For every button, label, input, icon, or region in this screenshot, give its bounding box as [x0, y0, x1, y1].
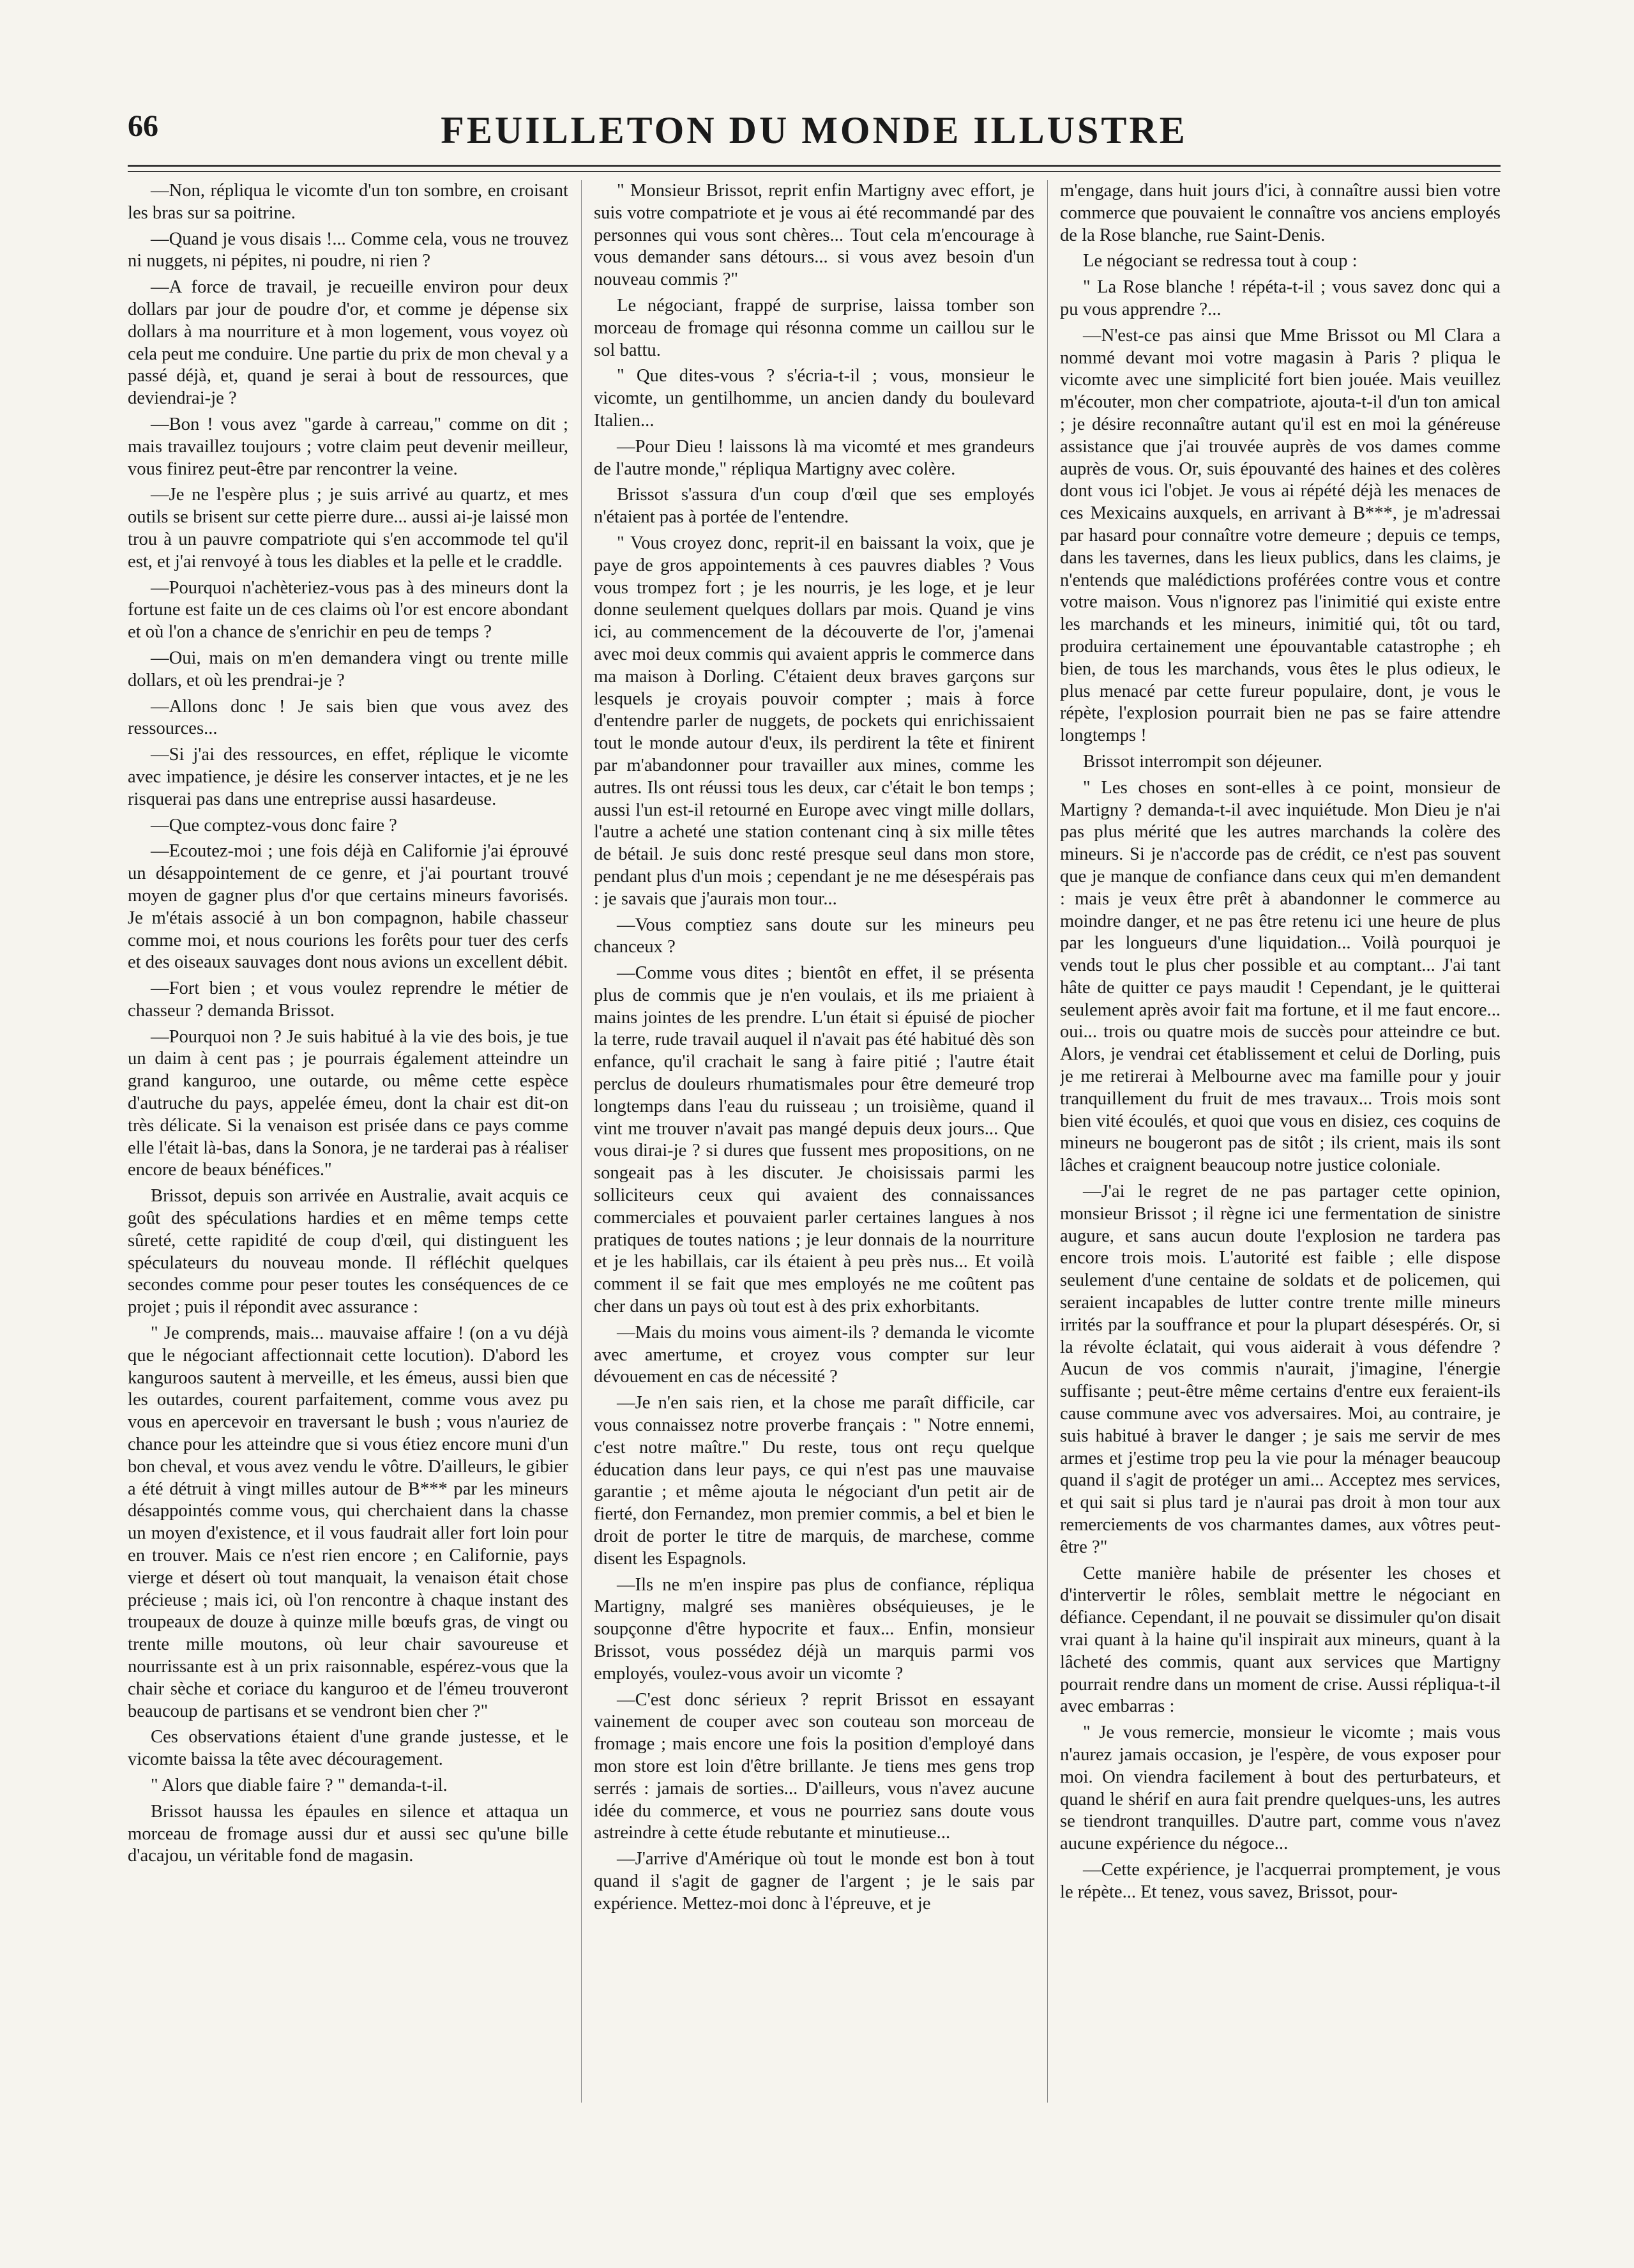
text-column-2 — [594, 180, 1034, 2096]
paragraph: —C'est donc sérieux ? reprit Brissot en essayant vainement de couper avec son couteau son morceau de fromage ; mais encore une fois la position d'employé dans mon store est loin d'être brillante. Je tiens mes gens trop serrés : jamais de sorties... D'ailleurs, vous n'avez aucune idée du commerce, et vous ne pourriez sans doute vous astreindre à cette étude rebutante et minutieuse... — [594, 1689, 1034, 1843]
paragraph: —Que comptez-vous donc faire ? — [151, 815, 397, 835]
paragraph: —J'ai le regret de ne pas partager cette opinion, monsieur Brissot ; il règne ici une fermentation de sinistre augure, et sans aucun doute l'explosion ne tardera pas encore trois mois. L'autorité est faible ; elle dispose seulement d'une centaine de soldats et de policemen, qui seraient incapables de lutter contre trente mille mineurs irrités par la souffrance et pour la plupart désespérés. Or, si la révolte éclatait, qui vous aiderait à vous défendre ? Aucun de vos commis n'aurait, j'imagine, l'énergie suffisante ; peut-être même certains d'entre eux feraient-ils cause commune avec vos adversaires. Moi, au contraire, je suis habitué à braver le danger ; je sais me servir de mes armes et j'estime trop peu la vie pour la ménager beaucoup quand il s'agit de protéger un ami... Acceptez mes services, et qui sait si plus tard je n'aurai pas droit à mon tour aux remerciements de vos charmantes dames, aux vôtres peut-être ?" — [1060, 1182, 1501, 1557]
text-column-1 — [128, 180, 568, 2096]
running-title: FEUILLETON DU MONDE ILLUSTRE — [441, 109, 1188, 151]
paragraph: " Que dites-vous ? s'écria-t-il ; vous, monsieur le vicomte, un gentilhomme, un ancien dandy du boulevard Italien... — [594, 366, 1034, 430]
paragraph: Brissot, depuis son arrivée en Australie, avait acquis ce goût des spéculations hardies et en même temps cette sûreté, cette rapidité de coup d'œil, qui distinguent les spéculateurs du nouveau monde. Il réfléchit quelques secondes comme pour peser toutes les conséquences de ce projet ; puis il répondit avec assurance : — [128, 1186, 568, 1318]
page-header — [128, 109, 1501, 172]
paragraph: —Je n'en sais rien, et la chose me paraît difficile, car vous connaissez notre proverbe français : " Notre ennemi, c'est notre maître." Du reste, tous ont reçu quelque éducation dans leur pays, ce qui n'est pas une mauvaise garantie ; et même ajouta le négociant d'un petit air de fierté, don Fernandez, mon premier commis, a bel et bien le droit de porter le titre de marquis, de marchese, comme disent les Espagnols. — [594, 1393, 1034, 1569]
paragraph: —Pour Dieu ! laissons là ma vicomté et mes grandeurs de l'autre monde," répliqua Martigny avec colère. — [594, 436, 1034, 479]
header-rule — [128, 165, 1501, 167]
paragraph: —Quand je vous disais !... Comme cela, vous ne trouvez ni nuggets, ni pépites, ni poudre, ni rien ? — [128, 229, 568, 271]
paragraph: Ces observations étaient d'une grande justesse, et le vicomte baissa la tête avec découragement. — [128, 1727, 568, 1770]
paragraph: —Pourquoi non ? Je suis habitué à la vie des bois, je tue un daim à cent pas ; je pourrais également atteindre un grand kanguroo, une outarde, ou même cette espèce d'autruche du pays, appelée émeu, dont la chair est dit-on très délicate. Si la venaison est prisée dans ce pays comme elle l'était là-bas, dans la Sonora, je ne tarderai pas à réaliser encore de beaux bénéfices." — [128, 1026, 568, 1180]
paragraph: Le négociant, frappé de surprise, laissa tomber son morceau de fromage qui résonna comme un caillou sur le sol battu. — [594, 295, 1034, 360]
paragraph: " Monsieur Brissot, reprit enfin Martigny avec effort, je suis votre compatriote et je vous ai été recommandé par des personnes qui vous sont chères... Tout cela m'encourage à vous demander sans détours... si vous avez besoin d'un nouveau commis ?" — [594, 181, 1034, 290]
paragraph: " Je vous remercie, monsieur le vicomte ; mais vous n'aurez jamais occasion, je l'espère, de vous exposer pour moi. On viendra facilement à bout des perturbateurs, et quand le shérif en aura fait prendre quelques-uns, les autres se tiendront tranquilles. D'autre part, comme vous n'avez aucune expérience du négoce... — [1060, 1723, 1501, 1854]
paragraph: —J'arrive d'Amérique où tout le monde est bon à tout quand il s'agit de gagner de l'argent ; je le sais par expérience. Mettez-moi donc à l'épreuve, et je — [594, 1849, 1034, 1914]
article-body — [128, 180, 1501, 2096]
paragraph: m'engage, dans huit jours d'ici, à connaître aussi bien votre commerce que pouvaient le connaître vos anciens employés de la Rose blanche, rue Saint-Denis. — [1060, 181, 1501, 245]
paragraph: —Fort bien ; et vous voulez reprendre le métier de chasseur ? demanda Brissot. — [128, 978, 568, 1021]
paragraph: Le négociant se redressa tout à coup : — [1083, 251, 1358, 271]
header-rule-thin — [128, 171, 1501, 172]
paragraph: —Je ne l'espère plus ; je suis arrivé au quartz, et mes outils se brisent sur cette pierre dure... aussi ai-je laissé mon trou à un pauvre compatriote qui s'en accommode tel qu'il est, et j'ai renvoyé à tous les diables et la pelle et le craddle. — [128, 485, 568, 572]
paragraph: —Non, répliqua le vicomte d'un ton sombre, en croisant les bras sur sa poitrine. — [128, 181, 568, 223]
paragraph: —Cette expérience, je l'acquerrai promptement, je vous le répète... Et tenez, vous savez, Brissot, pour- — [1060, 1859, 1501, 1902]
paragraph: Cette manière habile de présenter les choses et d'intervertir le rôles, semblait mettre le négociant en défiance. Cependant, il ne pouvait se dissimuler qu'on disait vrai quant à la haine qu'il inspirait aux mineurs, quant à la lâcheté des commis, quant aux services que Martigny pourrait rendre dans un moment de crise. Aussi répliqua-t-il avec embarras : — [1060, 1563, 1501, 1717]
paragraph: —Allons donc ! Je sais bien que vous avez des ressources... — [128, 696, 568, 739]
paragraph: —Mais du moins vous aiment-ils ? demanda le vicomte avec amertume, et croyez vous compter sur leur dévouement en cas de nécessité ? — [594, 1322, 1034, 1387]
paragraph: —Comme vous dites ; bientôt en effet, il se présenta plus de commis que je n'en voulais, et ils me priaient à mains jointes de les prendre. L'un était si épuisé de piocher la terre, rude travail auquel il n'avait pas été habitué dès son enfance, qu'il crachait le sang à faire pitié ; l'autre était perclus de douleurs rhumatismales pour être demeuré trop longtemps dans l'eau du ruisseau ; un troisième, quand il vint me trouver n'avait pas mangé depuis deux jours... Que vous dirai-je ? si dures que fussent mes propositions, on ne songeait pas à les discuter. Je choisissais parmi les solliciteurs ceux qui avaient des connaissances commerciales et pouvaient parler certaines langues à nos pratiques de toutes nations ; je leur donnais de la nourriture et je les habillais, car ils étaient à peu près nus... Et voilà comment il se fait que mes employés ne me coûtent pas cher dans un pays où tout est à des prix exhorbitants. — [594, 963, 1034, 1317]
paragraph: —Si j'ai des ressources, en effet, réplique le vicomte avec impatience, je désire les conserver intactes, et je ne les risquerai pas dans une entreprise aussi hasardeuse. — [128, 745, 568, 809]
paragraph: " Alors que diable faire ? " demanda-t-il. — [151, 1775, 448, 1795]
paragraph: —Ecoutez-moi ; une fois déjà en Californie j'ai éprouvé un désappointement de ce genre, et j'ai pourtant trouvé moyen de gagner plus d'or que certains mineurs favorisés. Je m'étais associé à un bon compagnon, habile chasseur comme moi, et nous courions les forêts pour tuer des cerfs et des oiseaux sauvages dont nous avions un excellent débit. — [128, 841, 568, 973]
paragraph: " Je comprends, mais... mauvaise affaire ! (on a vu déjà que le négociant affectionnait cette locution). D'abord les kanguroos sautent à merveille, et les émeus, aussi bien que les outardes, courent parfaitement, comme vous avez pu vous en apercevoir en traversant le bush ; vous n'auriez de chance pour les atteindre que si vous étiez encore muni d'un bon cheval, et vous avez vendu le vôtre. D'ailleurs, le gibier a été détruit à vingt milles autour de B*** par les mineurs désappointés comme vous, qui cherchaient dans la chasse un moyen d'existence, et il vous faudrait aller fort loin pour en trouver. Mais ce n'est rien encore ; en Californie, pays vierge et désert où tout manquait, la venaison était chose précieuse ; mais ici, où l'on rencontre à chaque instant des troupeaux de douze à quinze mille bœufs gras, de vingt ou trente mille moutons, où leur chair savoureuse et nourrissante est à un prix raisonnable, espérez-vous que la chair sèche et coriace du kanguroo et de l'émeu trouveront beaucoup de partisans et se vendront bien cher ?" — [128, 1323, 568, 1721]
paragraph: —N'est-ce pas ainsi que Mme Brissot ou Ml Clara a nommé devant moi votre magasin à Paris ? pliqua le vicomte avec une simplicité fort bien jouée. Mais veuillez m'écouter, mon cher compatriote, ajouta-t-il d'un ton amical ; je désire reconnaître autant qu'il est en moi la généreuse assistance que j'ai trouvée auprès de vos dames comme auprès de vous. Or, suis épouvanté des haines et des colères dont vous ici l'objet. Je vous ai répété déjà les menaces de ces Mexicains auxquels, en arrivant à B***, je m'adressai par hasard pour connaître votre demeure ; depuis ce temps, dans les tavernes, dans les lieux publics, dans les claims, je n'entends que malédictions proférées contre vous et contre votre maison. Vous n'ignorez pas l'inimitié qui existe entre les marchands et les mineurs, inimitié qui, tôt ou tard, produira certainement une épouvantable catastrophe ; eh bien, de tous les marchands, vous êtes le plus odieux, le plus menacé par cette fureur populaire, dont, je vous le répète, l'explosion pourrait bien ne pas se faire attendre longtemps ! — [1060, 325, 1501, 746]
paragraph: " La Rose blanche ! répéta-t-il ; vous savez donc qui a pu vous apprendre ?... — [1060, 277, 1501, 319]
paragraph: Brissot s'assura d'un coup d'œil que ses employés n'étaient pas à portée de l'entendre. — [594, 485, 1034, 528]
paragraph: —A force de travail, je recueille environ pour deux dollars par jour de poudre d'or, et comme je dépense six dollars à ma nourriture et à mon logement, vous voyez où cela peut me conduire. Une partie du prix de mon cheval y a passé déjà, et, quand je serai à bout de ressources, que deviendrai-je ? — [128, 277, 568, 409]
paragraph: —Vous comptiez sans doute sur les mineurs peu chanceux ? — [594, 915, 1034, 957]
paragraph: —Pourquoi n'achèteriez-vous pas à des mineurs dont la fortune est faite un de ces claims où l'or est encore abondant et où l'on a chance de s'enrichir en peu de temps ? — [128, 577, 568, 643]
page-number: 66 — [128, 109, 158, 143]
text-column-3 — [1060, 180, 1501, 2096]
paragraph: —Ils ne m'en inspire pas plus de confiance, répliqua Martigny, malgré ses manières obséquieuses, je le soupçonne d'être hypocrite et faux... Enfin, monsieur Brissot, vous possédez déjà un marquis parmi vos employés, voulez-vous avoir un vicomte ? — [594, 1574, 1034, 1684]
paragraph: —Oui, mais on m'en demandera vingt ou trente mille dollars, et où les prendrai-je ? — [128, 648, 568, 690]
paragraph: Brissot interrompit son déjeuner. — [1083, 751, 1322, 772]
paragraph: —Bon ! vous avez "garde à carreau," comme on dit ; mais travaillez toujours ; votre claim peut devenir meilleur, vous finirez peut-être par rencontrer la veine. — [128, 414, 568, 479]
paragraph: Brissot haussa les épaules en silence et attaqua un morceau de fromage aussi dur et aussi sec qu'une bille d'acajou, un véritable fond de magasin. — [128, 1801, 568, 1866]
paragraph: " Les choses en sont-elles à ce point, monsieur de Martigny ? demanda-t-il avec inquiétude. Mon Dieu je n'ai pas plus mérité que les autres marchands la colère des mineurs. Si je n'accorde pas de crédit, ce n'est pas souvent que je manque de confiance dans ceux qui m'en demandent : mais je veux être prêt à abandonner le commerce au moindre danger, et ne pas être retenu ici une heure de plus par les longueurs d'une liquidation... Voilà pourquoi je vends tout le plus cher possible et au comptant... J'ai tant hâte de quitter ce pays maudit ! Cependant, je le quitterai seulement après avoir fait ma fortune, et il me faut encore... oui... trois ou quatre mois de succès pour atteindre ce but. Alors, je vendrai cet établissement et celui de Dorling, puis je me retirerai à Melbourne avec ma famille pour y jouir tranquillement du fruit de mes travaux... Trois mois sont bien vité écoulés, et quoi que vous en disiez, ces coquins de mineurs ne bougeront pas de sitôt ; ils crient, mais ils sont lâches et craignent beaucoup notre justice coloniale. — [1060, 777, 1501, 1176]
paragraph: " Vous croyez donc, reprit-il en baissant la voix, que je paye de gros appointements à ces pauvres diables ? Vous vous trompez fort ; je les nourris, je les loge, et je leur donne seulement quelques dollars par mois. Quand je vins ici, au commencement de la découverte de l'or, j'amenai avec moi deux commis qui avaient appris le commerce dans ma maison à Dorling. C'étaient deux braves garçons sur lesquels je croyais pouvoir compter ; mais à force d'entendre parler de nuggets, de pockets qui enrichissaient tout le monde autour d'eux, ils perdirent la tête et finirent par m'abandonner pour travailler aux mines, comme les autres. Ils ont réussi tous les deux, car c'était le bon temps ; aussi l'un est-il retourné en Europe avec vingt mille dollars, l'autre a acheté une station contenant cinq à six mille têtes de bétail. Je suis donc resté presque seul dans mon store, pendant plus d'un mois ; cependant je ne me désespérais pas : je savais que j'aurais mon tour... — [594, 533, 1034, 909]
